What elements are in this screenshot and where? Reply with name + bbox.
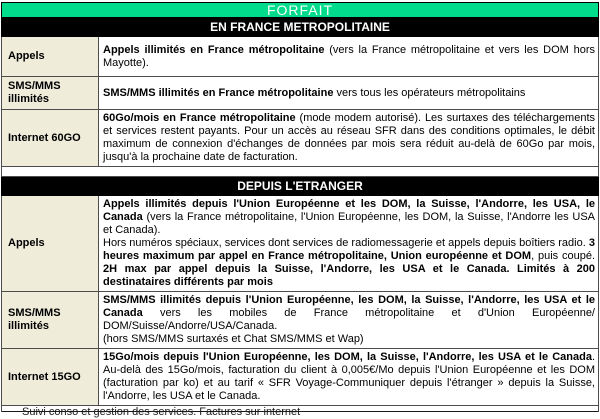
row-content-internet-60go: 60Go/mois en France métropolitaine (mode modem autorisé). Les surtaxes des téléchargements et services restent payants. Pour un accès au réseau SFR dans des conditions optimales, le débit maximum de connexion d'échanges de données par mois sera réduit au-delà de 60Go par mois, jusqu'à la prochaine date de facturation.	[99, 110, 599, 167]
table-row-appels-france	[2, 37, 599, 77]
row-label-internet-60go: Internet 60GO	[2, 110, 99, 167]
clipped-footer-text: Suivi conso et gestion des services. Factures sur internet	[22, 406, 301, 418]
clipped-footer-row	[2, 406, 599, 412]
row-content-appels-etranger: Appels illimités depuis l'Union Européenne et les DOM, la Suisse, l'Andorre, les USA, le Canada (vers la France métropolitaine, l'Union Européenne, les DOM, la Suisse, l'Andorre les USA et Canada). Hors numéros spéciaux, services dont services de radiomessagerie et appels depuis boîtiers radio. 3 heures maximum par appel en France métropolitaine, Union européenne et DOM, puis coupé. 2H max par appel depuis la Suisse, l'Andorre, les USA et le Canada. Limités à 200 destinataires différents par mois	[99, 196, 599, 292]
spacer-row	[2, 167, 599, 177]
forfait-title: FORFAIT	[2, 3, 599, 18]
section-heading-france: EN FRANCE METROPOLITAINE	[2, 18, 599, 37]
table-row-internet-15go	[2, 349, 599, 406]
row-content-sms-etranger: SMS/MMS illimités depuis l'Union Européenne, les DOM, la Suisse, l'Andorre, les USA et le Canada vers les mobiles de France métropolitaine et d'Union Européenne/ DOM/Suisse/Andorre/USA/Canada. (hors SMS/MMS surtaxés et Chat SMS/MMS et Wap)	[99, 292, 599, 349]
table-row-sms-france	[2, 77, 599, 110]
table-header-row	[2, 3, 599, 18]
section-heading-etranger: DEPUIS L'ETRANGER	[2, 177, 599, 196]
row-label-appels-france: Appels	[2, 37, 99, 77]
section-bar-france	[2, 18, 599, 37]
table-row-appels-etranger	[2, 196, 599, 292]
row-label-internet-15go: Internet 15GO	[2, 349, 99, 406]
table-row-sms-etranger	[2, 292, 599, 349]
forfait-table	[1, 1, 599, 418]
section-bar-etranger	[2, 177, 599, 196]
row-content-internet-15go: 15Go/mois depuis l'Union Européenne, les DOM, la Suisse, l'Andorre, les USA et le Canada. Au-delà des 15Go/mois, facturation du client à 0,005€/Mo depuis l'Union Européenne et les DOM (facturation par ko) et au tarif « SFR Voyage-Communiquer depuis l'étranger » depuis la Suisse, l'Andorre, les USA et le Canada.	[99, 349, 599, 406]
row-label-sms-france: SMS/MMS illimités	[2, 77, 99, 110]
row-label-appels-etranger: Appels	[2, 196, 99, 292]
row-content-sms-france: SMS/MMS illimités en France métropolitaine vers tous les opérateurs métropolitains	[99, 77, 599, 110]
row-content-appels-france: Appels illimités en France métropolitaine (vers la France métropolitaine et vers les DOM hors Mayotte).	[99, 37, 599, 77]
table-row-internet-60go	[2, 110, 599, 167]
row-label-sms-etranger: SMS/MMS illimités	[2, 292, 99, 349]
